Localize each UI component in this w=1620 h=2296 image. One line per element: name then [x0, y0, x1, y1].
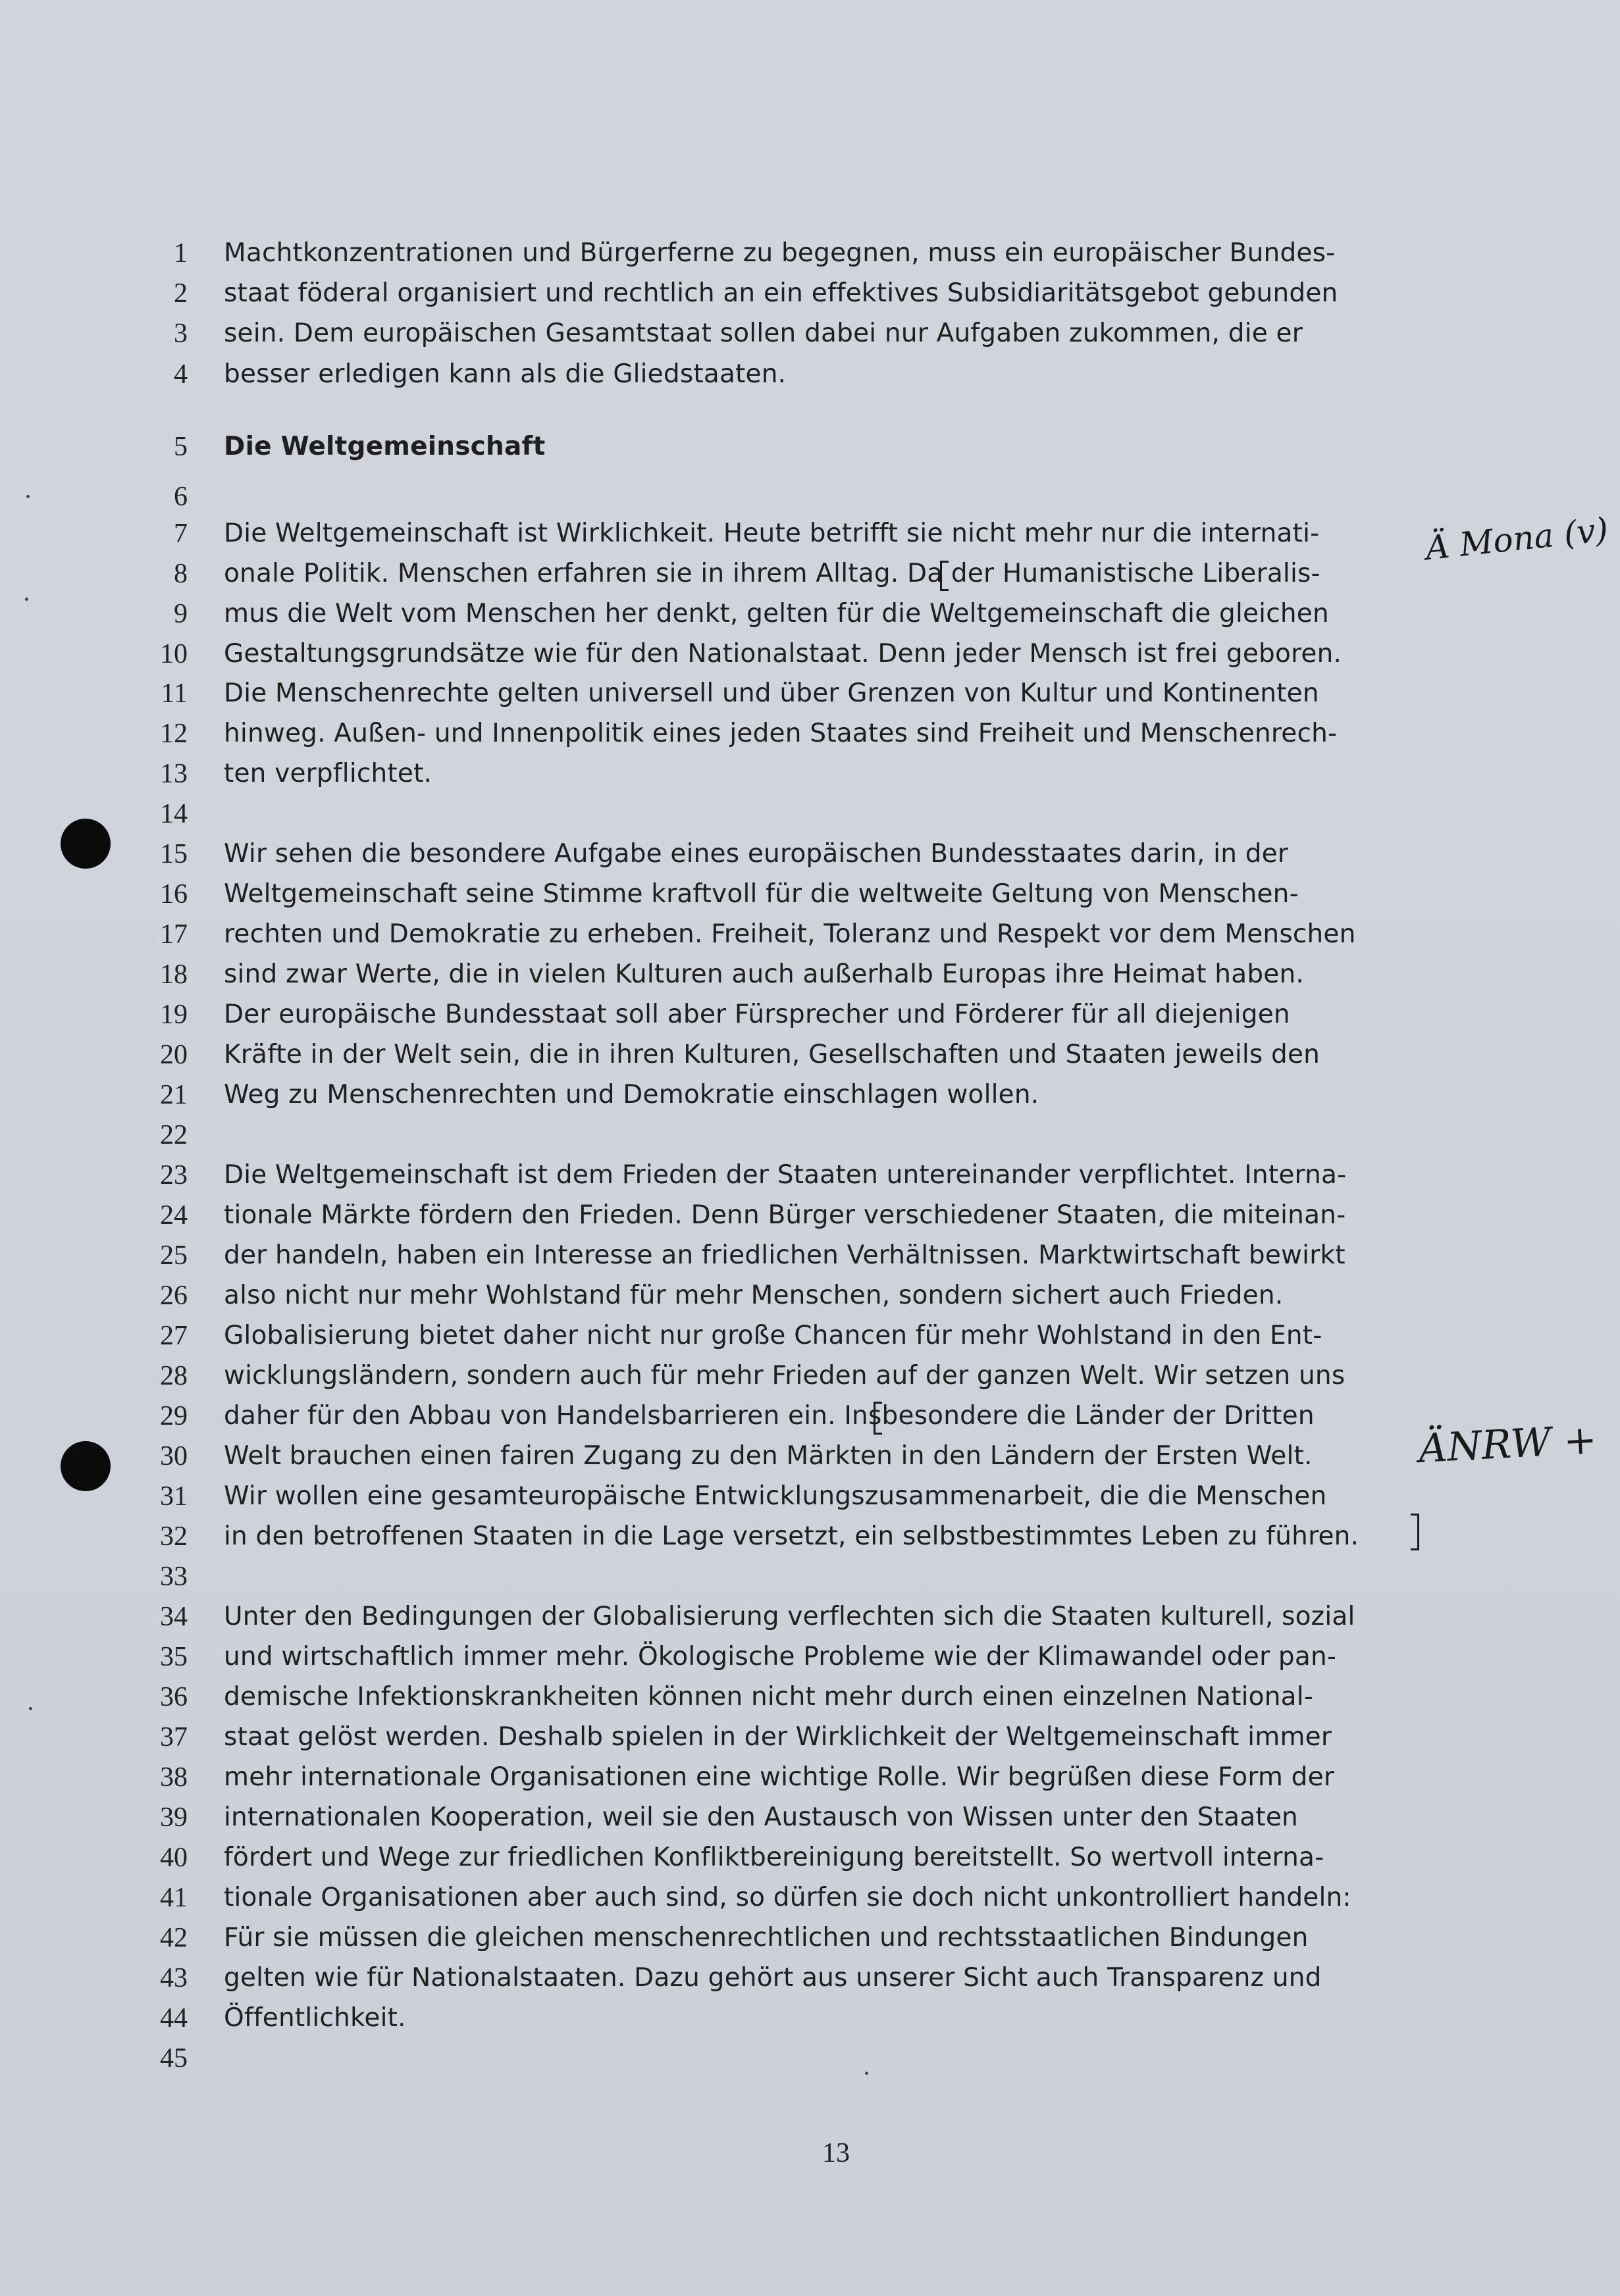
line-row: [0, 1315, 1620, 1357]
line-row: [0, 1395, 1620, 1437]
line-row: [0, 994, 1620, 1036]
line-row: [0, 1837, 1620, 1879]
line-number: 44: [160, 2003, 188, 2033]
insertion-bracket: [1411, 1514, 1419, 1550]
scan-speck: [865, 2072, 868, 2075]
line-row: [0, 1957, 1620, 1999]
line-text: demische Infektionskrankheiten können nicht mehr durch einen einzelnen National-: [224, 1682, 1314, 1712]
line-row: [0, 1716, 1620, 1758]
line-text: Kräfte in der Welt sein, die in ihren Kulturen, Gesellschaften und Staaten jeweils den: [224, 1040, 1320, 1069]
line-text: Öffentlichkeit.: [224, 2003, 406, 2033]
line-text: rechten und Demokratie zu erheben. Freiheit, Toleranz und Respekt vor dem Menschen: [224, 919, 1356, 949]
line-text: Machtkonzentrationen und Bürgerferne zu begegnen, muss ein europäischer Bundes-: [224, 238, 1336, 268]
line-number: 23: [160, 1160, 188, 1190]
line-number: 9: [174, 599, 188, 629]
line-row: [0, 633, 1620, 675]
line-number: 14: [160, 799, 188, 829]
line-row: [0, 713, 1620, 755]
line-number: 33: [160, 1562, 188, 1592]
line-text: sein. Dem europäischen Gesamtstaat sollen dabei nur Aufgaben zukommen, die er: [224, 319, 1303, 348]
line-number: 32: [160, 1521, 188, 1552]
line-text: Welt brauchen einen fairen Zugang zu den Märkten in den Ländern der Ersten Welt.: [224, 1441, 1313, 1471]
line-text: der handeln, haben ein Interesse an friedlichen Verhältnissen. Marktwirtschaft bewirkt: [224, 1240, 1346, 1270]
line-row: [0, 673, 1620, 715]
line-text: internationalen Kooperation, weil sie den Austausch von Wissen unter den Staaten: [224, 1802, 1298, 1832]
line-number: 25: [160, 1240, 188, 1271]
line-number: 18: [160, 959, 188, 990]
line-number: 1: [174, 238, 188, 268]
line-text: Für sie müssen die gleichen menschenrechtlichen und rechtsstaatlichen Bindungen: [224, 1923, 1309, 1952]
line-text: Die Menschenrechte gelten universell und über Grenzen von Kultur und Kontinenten: [224, 678, 1319, 708]
line-number: 7: [174, 519, 188, 549]
line-row: [0, 753, 1620, 795]
line-number: 27: [160, 1321, 188, 1351]
line-number: 10: [160, 639, 188, 669]
line-number: 43: [160, 1963, 188, 1993]
line-number: 16: [160, 879, 188, 909]
line-number: 12: [160, 719, 188, 749]
line-number: 35: [160, 1642, 188, 1672]
line-text: besser erledigen kann als die Gliedstaaten.: [224, 359, 787, 389]
line-number: 11: [161, 678, 188, 709]
line-number: 3: [174, 319, 188, 349]
line-row: [0, 1074, 1620, 1116]
line-row: [0, 913, 1620, 956]
line-text: mehr internationale Organisationen eine wichtige Rolle. Wir begrüßen diese Form der: [224, 1762, 1335, 1792]
line-row: [0, 232, 1620, 274]
line-row: [0, 353, 1620, 395]
line-number: 6: [174, 482, 188, 512]
line-row: [0, 1516, 1620, 1558]
line-text: sind zwar Werte, die in vielen Kulturen auch außerhalb Europas ihre Heimat haben.: [224, 959, 1304, 989]
line-text: Die Weltgemeinschaft ist dem Frieden der Staaten untereinander verpflichtet. Interna-: [224, 1160, 1347, 1190]
line-number: 20: [160, 1040, 188, 1070]
line-row: [0, 513, 1620, 555]
handwritten-note: ÄNRW +: [1417, 1416, 1598, 1473]
line-text: staat föderal organisiert und rechtlich an ein effektives Subsidiaritätsgebot gebunden: [224, 278, 1338, 308]
insertion-bracket: [940, 561, 949, 591]
line-row: [0, 1556, 1620, 1598]
line-number: 21: [160, 1080, 188, 1110]
line-number: 28: [160, 1361, 188, 1391]
line-row: [0, 476, 1620, 518]
line-row: [0, 1034, 1620, 1076]
line-text: staat gelöst werden. Deshalb spielen in der Wirklichkeit der Weltgemeinschaft immer: [224, 1722, 1332, 1752]
punch-hole: [61, 1441, 111, 1491]
line-row: [0, 1154, 1620, 1196]
line-text: Der europäische Bundesstaat soll aber Fürsprecher und Förderer für all diejenigen: [224, 1000, 1290, 1029]
line-row: [0, 1435, 1620, 1477]
line-number: 37: [160, 1722, 188, 1752]
line-text: in den betroffenen Staaten in die Lage versetzt, ein selbstbestimmtes Leben zu führen.: [224, 1521, 1359, 1551]
line-row: [0, 593, 1620, 635]
page-number: 13: [822, 2138, 850, 2168]
line-number: 26: [160, 1281, 188, 1311]
line-number: 5: [174, 432, 188, 462]
line-text: Wir sehen die besondere Aufgabe eines europäischen Bundesstaates darin, in der: [224, 839, 1289, 869]
line-row: [0, 1194, 1620, 1237]
section-heading: Die Weltgemeinschaft: [224, 432, 546, 461]
insertion-bracket: [874, 1402, 882, 1435]
line-row: [0, 1596, 1620, 1638]
line-row: [0, 793, 1620, 835]
line-text: Unter den Bedingungen der Globalisierung verflechten sich die Staaten kulturell, sozial: [224, 1602, 1355, 1631]
line-row: [0, 272, 1620, 315]
line-text: tionale Märkte fördern den Frieden. Denn Bürger verschiedener Staaten, die miteinan-: [224, 1200, 1346, 1230]
scan-speck: [29, 1707, 32, 1710]
line-number: 31: [160, 1481, 188, 1512]
line-number: 29: [160, 1401, 188, 1431]
line-number: 38: [160, 1762, 188, 1793]
line-number: 24: [160, 1200, 188, 1231]
line-number: 22: [160, 1120, 188, 1150]
line-text: Die Weltgemeinschaft ist Wirklichkeit. Heute betrifft sie nicht mehr nur die internati-: [224, 519, 1320, 548]
line-text: Weltgemeinschaft seine Stimme kraftvoll für die weltweite Geltung von Menschen-: [224, 879, 1299, 909]
line-number: 13: [160, 759, 188, 789]
line-row: [0, 954, 1620, 996]
line-row: [0, 1997, 1620, 2039]
line-row: [0, 1114, 1620, 1156]
line-row: [0, 1636, 1620, 1678]
line-number: 41: [160, 1883, 188, 1913]
line-number: 45: [160, 2043, 188, 2074]
line-row: [0, 1877, 1620, 1919]
line-number: 17: [160, 919, 188, 950]
line-row: [0, 1797, 1620, 1839]
line-number: 36: [160, 1682, 188, 1712]
line-row: [0, 1275, 1620, 1317]
line-text: Wir wollen eine gesamteuropäische Entwicklungszusammenarbeit, die die Menschen: [224, 1481, 1327, 1511]
line-text: Weg zu Menschenrechten und Demokratie einschlagen wollen.: [224, 1080, 1039, 1110]
line-text: fördert und Wege zur friedlichen Konfliktbereinigung bereitstellt. So wertvoll interna-: [224, 1843, 1324, 1872]
line-row: [0, 873, 1620, 915]
line-row: [0, 1475, 1620, 1518]
line-text: tionale Organisationen aber auch sind, so dürfen sie doch nicht unkontrolliert handeln:: [224, 1883, 1351, 1912]
line-text: wicklungsländern, sondern auch für mehr Frieden auf der ganzen Welt. Wir setzen uns: [224, 1361, 1346, 1390]
line-row: [0, 1676, 1620, 1718]
line-number: 19: [160, 1000, 188, 1030]
line-row: [0, 833, 1620, 875]
line-text: Globalisierung bietet daher nicht nur große Chancen für mehr Wohlstand in den Ent-: [224, 1321, 1322, 1350]
line-text: onale Politik. Menschen erfahren sie in ihrem Alltag. Da der Humanistische Liberalis-: [224, 559, 1320, 588]
scan-speck: [25, 598, 28, 601]
line-row: [0, 1235, 1620, 1277]
line-number: 8: [174, 559, 188, 589]
line-row: [0, 313, 1620, 355]
line-row: [0, 426, 1620, 468]
line-number: 30: [160, 1441, 188, 1471]
line-number: 4: [174, 359, 188, 390]
line-number: 34: [160, 1602, 188, 1632]
line-row: [0, 2037, 1620, 2079]
line-text: daher für den Abbau von Handelsbarrieren ein. Insbesondere die Länder der Dritten: [224, 1401, 1315, 1431]
scan-speck: [26, 495, 30, 498]
line-text: ten verpflichtet.: [224, 759, 432, 788]
line-number: 39: [160, 1802, 188, 1833]
line-number: 40: [160, 1843, 188, 1873]
line-row: [0, 1355, 1620, 1397]
line-text: und wirtschaftlich immer mehr. Ökologische Probleme wie der Klimawandel oder pan-: [224, 1642, 1337, 1671]
line-number: 15: [160, 839, 188, 869]
punch-hole: [61, 819, 111, 869]
line-row: [0, 553, 1620, 595]
line-text: also nicht nur mehr Wohlstand für mehr Menschen, sondern sichert auch Frieden.: [224, 1281, 1284, 1310]
line-row: [0, 1756, 1620, 1799]
line-number: 42: [160, 1923, 188, 1953]
line-number: 2: [174, 278, 188, 309]
line-text: hinweg. Außen- und Innenpolitik eines jeden Staates sind Freiheit und Menschenrech-: [224, 719, 1338, 748]
line-text: Gestaltungsgrundsätze wie für den Nationalstaat. Denn jeder Mensch ist frei geboren.: [224, 639, 1342, 669]
line-row: [0, 1917, 1620, 1959]
handwritten-note: Ä Mona (v): [1423, 510, 1610, 568]
line-text: mus die Welt vom Menschen her denkt, gelten für die Weltgemeinschaft die gleichen: [224, 599, 1329, 628]
line-text: gelten wie für Nationalstaaten. Dazu gehört aus unserer Sicht auch Transparenz und: [224, 1963, 1322, 1993]
